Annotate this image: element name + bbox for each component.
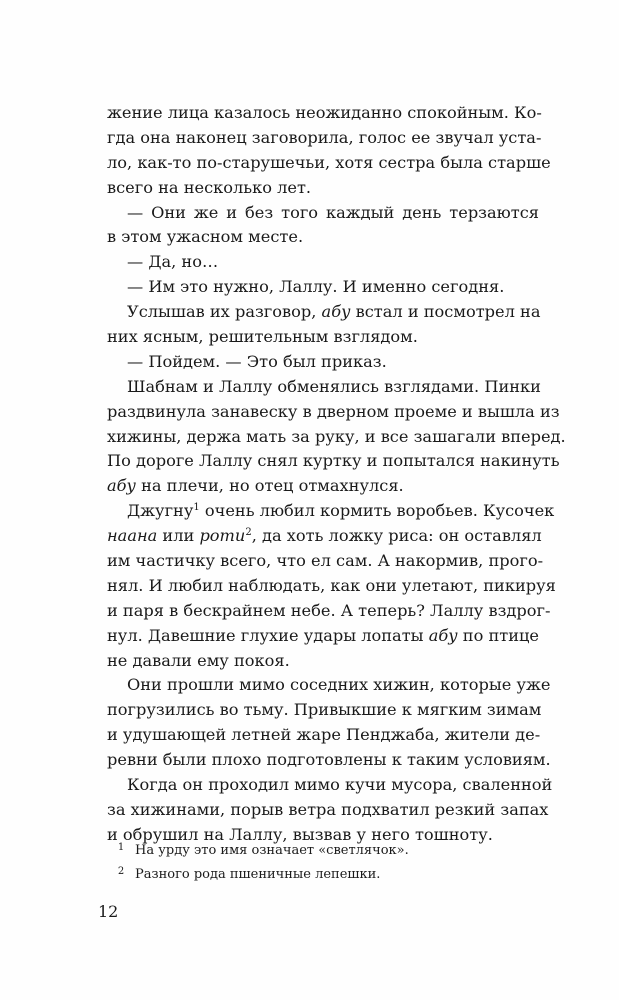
text-segment: встал и посмотрел на: [350, 302, 541, 322]
text-line: [107, 499, 555, 524]
text-line: Они прошли мимо соседних хижин, которые уже: [127, 675, 551, 695]
text-line: хижины, держа мать за руку, и все зашагали вперед.: [107, 426, 566, 446]
footnote-text: На урду это имя означает «светлячок».: [135, 843, 409, 858]
text-line: всего на несколько лет.: [107, 177, 312, 197]
text-line: и обрушил на Лаллу, вызвав у него тошноту.: [107, 824, 493, 844]
text-line: Шабнам и Лаллу обменялись взглядами. Пинки: [127, 376, 541, 396]
text-line: им частичку всего, что ел сам. А накормив, прого-: [107, 551, 544, 571]
text-line: — Им это нужно, Лаллу. И именно сегодня.: [127, 277, 505, 297]
footnote-ref: 2: [245, 527, 252, 539]
footnotes: [107, 838, 539, 886]
text-segment: по птице: [457, 625, 539, 645]
text-segment: Услышав их разговор,: [127, 302, 322, 322]
text-line: [107, 624, 539, 649]
text-line: в этом ужасном месте.: [107, 227, 304, 247]
footnote-ref: 1: [193, 502, 200, 514]
italic-word: абу: [107, 476, 136, 496]
text-line: них ясным, решительным взглядом.: [107, 327, 418, 347]
footnote-number: 2: [117, 866, 125, 877]
italic-word: наана: [107, 526, 158, 546]
text-line: раздвинула занавеску в дверном проеме и вышла из: [107, 401, 560, 421]
text-line: за хижинами, порыв ветра подхватил резкий запах: [107, 799, 549, 819]
text-line: нял. И любил наблюдать, как они улетают, пикируя: [107, 575, 556, 595]
italic-word: абу: [321, 302, 351, 322]
italic-word: абу: [428, 625, 458, 645]
italic-word: роти: [199, 526, 246, 546]
text-line: и удушающей летней жаре Пенджаба, жители де-: [107, 725, 541, 745]
text-line: — Пойдем. — Это был приказ.: [127, 351, 387, 371]
text-segment: нул. Давешние глухие удары лопаты: [107, 625, 429, 645]
text-segment: или: [157, 526, 200, 546]
text-line: — Да, но…: [127, 252, 219, 272]
text-segment: , да хоть ложку риса: он оставлял: [251, 526, 542, 546]
text-line: гда она наконец заговорила, голос ее звучал уста-: [107, 127, 542, 147]
text-line: Когда он проходил мимо кучи мусора, сваленной: [127, 775, 553, 795]
text-line: не давали ему покоя.: [107, 650, 290, 670]
text-line: — Они же и без того каждый день терзаются: [127, 202, 539, 222]
text-line: [107, 524, 542, 549]
text-line: ревни были плохо подготовлены к таким условиям.: [107, 750, 551, 770]
footnote: [107, 862, 539, 886]
page-number: 12: [98, 902, 119, 921]
text-line: и паря в бескрайнем небе. А теперь? Лаллу вздрог-: [107, 600, 551, 620]
text-segment: Джугну: [127, 501, 194, 521]
footnote-number: 1: [117, 842, 125, 853]
body-text: [107, 101, 566, 848]
text-line: погрузились во тьму. Привыкшие к мягким зимам: [107, 700, 542, 720]
footnote: [107, 838, 539, 862]
text-segment: очень любил кормить воробьев. Кусочек: [199, 501, 555, 521]
text-line: жение лица казалось неожиданно спокойным. Ко-: [107, 103, 542, 122]
text-line: ло, как-то по-старушечьи, хотя сестра была старше: [107, 152, 551, 172]
footnote-text: Разного рода пшеничные лепешки.: [135, 867, 381, 882]
text-line: По дороге Лаллу снял куртку и попытался накинуть: [107, 451, 560, 471]
text-line: [107, 300, 539, 325]
text-segment: на плечи, но отец отмахнулся.: [135, 476, 404, 496]
text-line: [107, 474, 539, 499]
